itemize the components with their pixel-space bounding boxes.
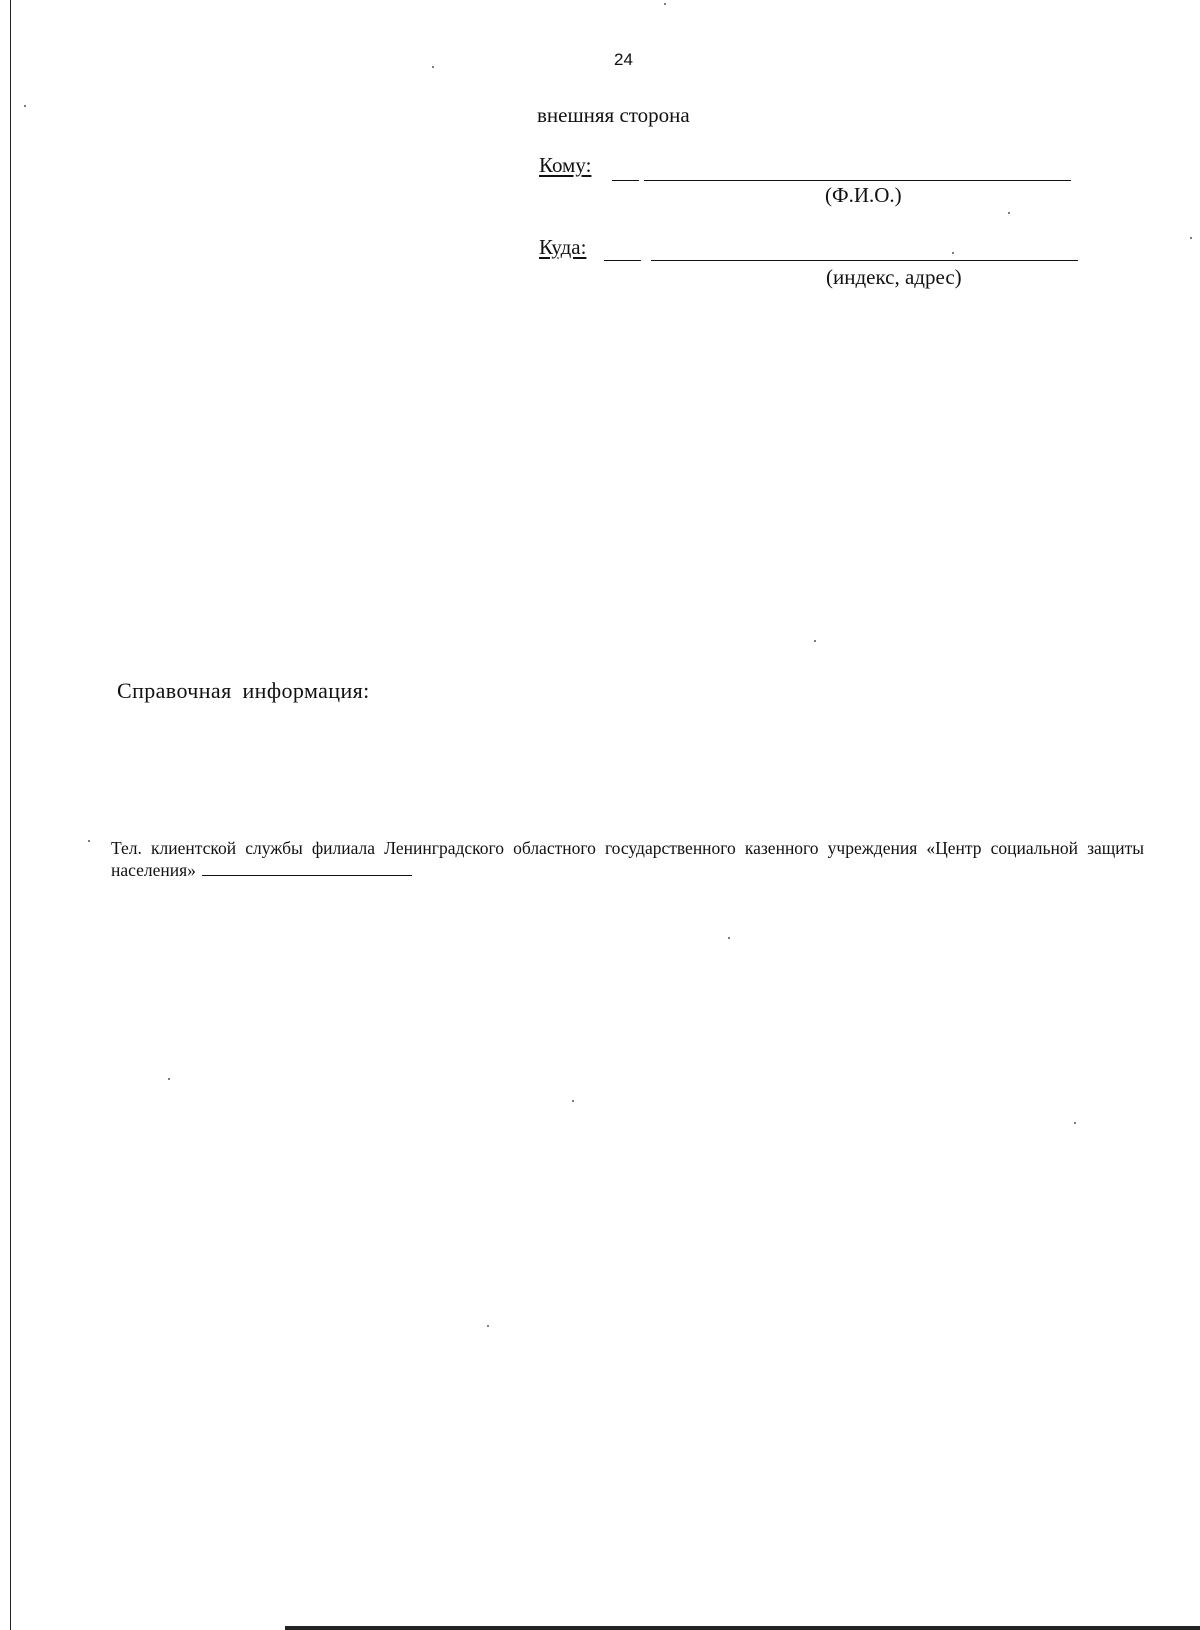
scan-speck bbox=[664, 3, 666, 5]
recipient-label-underline bbox=[612, 180, 639, 181]
scan-speck bbox=[814, 640, 816, 642]
contact-info-text: Тел. клиентской службы филиала Ленинградского областного государственного казенного учреждения «Центр социальной защиты населения» bbox=[111, 838, 1144, 880]
scan-left-edge bbox=[10, 0, 11, 1630]
scan-speck bbox=[168, 1078, 170, 1080]
scan-speck bbox=[24, 105, 26, 107]
scan-speck bbox=[88, 840, 90, 842]
scan-speck bbox=[1008, 212, 1010, 214]
scan-speck bbox=[572, 1100, 574, 1102]
recipient-label: Кому: bbox=[539, 153, 592, 177]
recipient-caption: (Ф.И.О.) bbox=[825, 183, 902, 207]
reference-info-heading: Справочная информация: bbox=[117, 678, 370, 703]
phone-number-blank[interactable] bbox=[202, 860, 412, 876]
scan-speck bbox=[728, 937, 730, 939]
address-label-underline bbox=[604, 260, 641, 261]
address-blank[interactable] bbox=[651, 260, 1078, 261]
scan-speck bbox=[1190, 237, 1192, 239]
address-label: Куда: bbox=[539, 235, 587, 259]
page-number: 24 bbox=[614, 50, 633, 69]
contact-info-paragraph bbox=[111, 837, 1144, 881]
scan-speck bbox=[432, 66, 434, 68]
address-caption: (индекс, адрес) bbox=[826, 265, 962, 289]
scan-speck bbox=[1074, 1122, 1076, 1124]
envelope-side-label: внешняя сторона bbox=[537, 103, 690, 127]
scan-speck bbox=[487, 1325, 489, 1327]
recipient-name-blank[interactable] bbox=[644, 180, 1071, 181]
scan-speck bbox=[952, 252, 954, 254]
scan-bottom-edge bbox=[285, 1626, 1200, 1630]
